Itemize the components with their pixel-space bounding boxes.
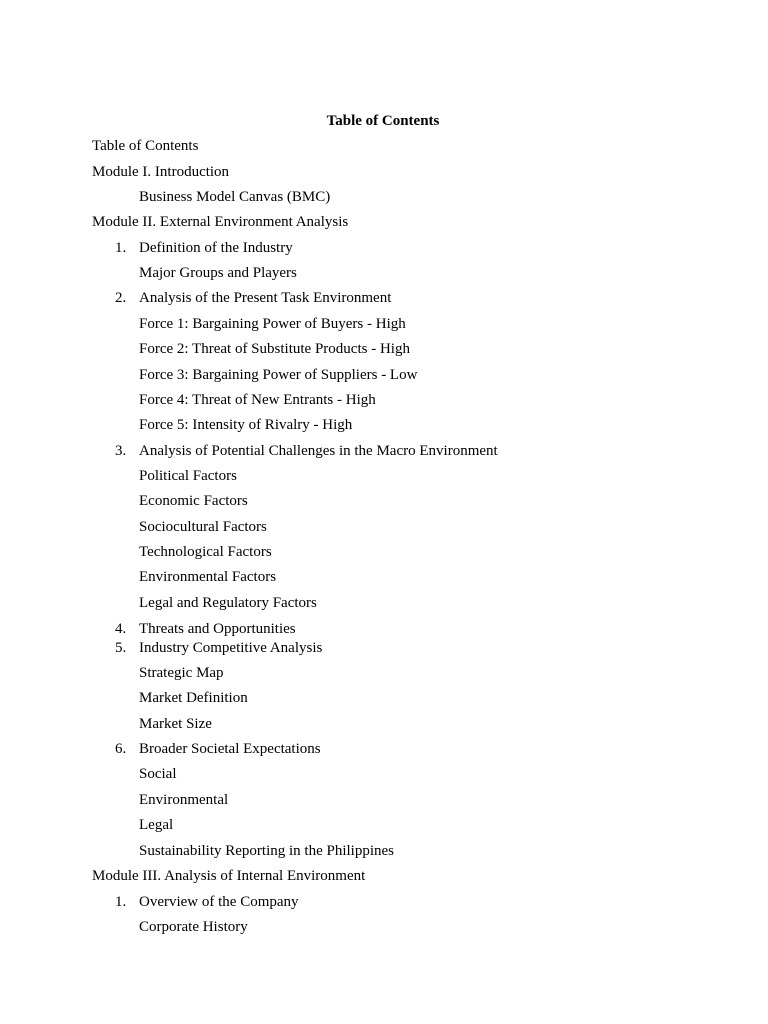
- page-title: Table of Contents: [326, 113, 440, 129]
- toc-entry-sub: Sociocultural Factors: [139, 519, 267, 535]
- toc-entry-sub: Political Factors: [139, 468, 237, 484]
- toc-entry-number: 2.: [115, 290, 127, 306]
- toc-entry-number: 4.: [115, 621, 127, 637]
- toc-entry-sub: Corporate History: [139, 919, 248, 935]
- toc-entry-section: Analysis of Potential Challenges in the Macro Environment: [139, 443, 498, 459]
- toc-entry-section: Threats and Opportunities: [139, 621, 296, 637]
- toc-entry-sub: Social: [139, 766, 177, 782]
- toc-entry-sub: Force 5: Intensity of Rivalry - High: [139, 417, 353, 433]
- toc-entry-number: 1.: [115, 240, 127, 256]
- toc-entry-sub: Environmental Factors: [139, 569, 277, 585]
- toc-entry-sub: Force 2: Threat of Substitute Products - High: [139, 341, 410, 357]
- toc-entry-sub: Force 4: Threat of New Entrants - High: [139, 392, 376, 408]
- toc-entry-module: Module III. Analysis of Internal Environment: [92, 868, 366, 884]
- toc-entry-sub: Business Model Canvas (BMC): [139, 189, 331, 205]
- toc-entry-number: 5.: [115, 640, 127, 656]
- toc-entry-section: Broader Societal Expectations: [139, 741, 321, 757]
- toc-entry-section: Overview of the Company: [139, 894, 299, 910]
- toc-entry-sub: Legal and Regulatory Factors: [139, 595, 317, 611]
- toc-entry-sub: Force 3: Bargaining Power of Suppliers - Low: [139, 367, 418, 383]
- toc-entry-sub: Major Groups and Players: [139, 265, 297, 281]
- toc-entry-sub: Legal: [139, 817, 174, 833]
- toc-entry-sub: Environmental: [139, 792, 229, 808]
- toc-entry-module: Module II. External Environment Analysis: [92, 214, 349, 230]
- toc-entry-sub: Technological Factors: [139, 544, 272, 560]
- toc-entry-number: 3.: [115, 443, 127, 459]
- toc-entry-number: 6.: [115, 741, 127, 757]
- toc-entry-section: Industry Competitive Analysis: [139, 640, 323, 656]
- toc-entry-section: Analysis of the Present Task Environment: [139, 290, 392, 306]
- toc-entry-sub: Economic Factors: [139, 493, 248, 509]
- toc-entry-module: Module I. Introduction: [92, 164, 230, 180]
- toc-entry-sub: Force 1: Bargaining Power of Buyers - High: [139, 316, 406, 332]
- toc-entry-sub: Market Size: [139, 716, 212, 732]
- toc-entry-section: Definition of the Industry: [139, 240, 293, 256]
- toc-entry-number: 1.: [115, 894, 127, 910]
- toc-entry-module: Table of Contents: [92, 138, 199, 154]
- toc-entry-sub: Sustainability Reporting in the Philippines: [139, 843, 394, 859]
- toc-entry-sub: Market Definition: [139, 690, 248, 706]
- toc-entry-sub: Strategic Map: [139, 665, 224, 681]
